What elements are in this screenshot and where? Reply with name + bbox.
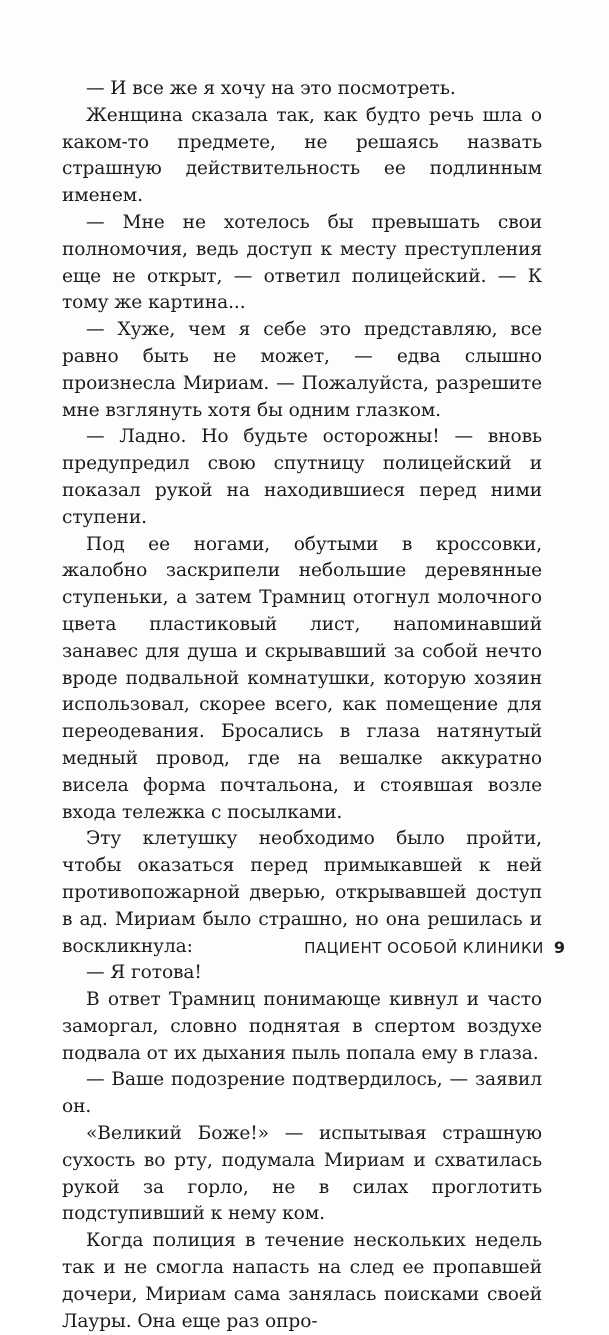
paragraph: Под ее ногами, обутыми в кроссовки, жалобно заскрипели небольшие деревянные ступеньки, а затем Трамниц отогнул молочного цвета пластиковый лист, напоминавший занавес для душа и скрывавший за собой нечто вроде подвальной комнатушки, которую хозяин использовал, скорее всего, как помещение для переодевания. Бросались в глаза натянутый медный провод, где на вешалке аккуратно висела форма почтальона, и стоявшая возле входа тележка с посылками. bbox=[62, 533, 542, 823]
paragraph: — И все же я хочу на это посмотреть. bbox=[86, 78, 456, 99]
paragraph: — Хуже, чем я себе это представляю, все равно быть не может, — едва слышно произнесла Мириам. — Пожалуйста, разрешите мне взглянуть хотя бы одним глазком. bbox=[62, 319, 542, 421]
paragraph: — Мне не хотелось бы превышать свои полномочия, ведь доступ к месту преступления еще не открыт, — ответил полицейский. — К тому же картина... bbox=[62, 211, 542, 314]
paragraph: — Ладно. Но будьте осторожны! — вновь предупредил свою спутницу полицейский и показал рукой на находившиеся перед ними ступени. bbox=[62, 426, 542, 528]
body-text bbox=[62, 76, 542, 1335]
paragraph: В ответ Трамниц понимающе кивнул и часто заморгал, словно поднятая в спертом воздухе подвала от их дыхания пыль попала ему в глаза. bbox=[62, 989, 542, 1064]
paragraph: Женщина сказала так, как будто речь шла о каком-то предмете, не решаясь назвать страшную действительность ее подлинным именем. bbox=[62, 104, 542, 207]
paragraph: — Я готова! bbox=[86, 962, 202, 984]
page-footer bbox=[304, 938, 565, 960]
paragraph: Эту клетушку необходимо было пройти, чтобы оказаться перед примыкавшей к ней противопожарной дверью, открывавшей доступ в ад. Мириам было страшно, но она решилась и воскликнула: bbox=[62, 828, 542, 957]
paragraph: «Великий Боже!» — испытывая страшную сухость во рту, подумала Мириам и схватилась рукой за горло, не в силах проглотить подступивший к нему ком. bbox=[62, 1123, 542, 1225]
paragraph: — Ваше подозрение подтвердилось, — заявил он. bbox=[62, 1069, 542, 1118]
page-number: 9 bbox=[553, 938, 565, 957]
running-title: ПАЦИЕНТ ОСОБОЙ КЛИНИКИ bbox=[304, 939, 544, 957]
paragraph: Когда полиция в течение нескольких недель так и не смогла напасть на след ее пропавшей дочери, Мириам сама занялась поисками своей Лауры. Она еще раз опро- bbox=[62, 1230, 542, 1332]
